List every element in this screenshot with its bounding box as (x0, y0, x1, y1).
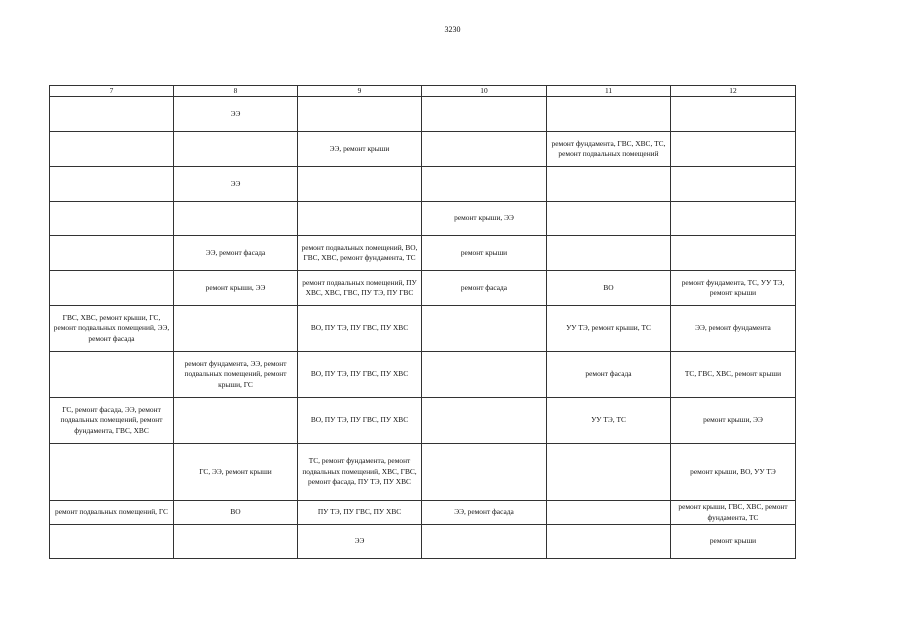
table-row (50, 398, 796, 444)
table-cell (547, 236, 671, 271)
table-cell: ЭЭ, ремонт фасада (422, 501, 547, 525)
table-cell (671, 202, 796, 236)
table-cell: ремонт фундамента, ЭЭ, ремонт подвальных помещений, ремонт крыши, ГС (174, 352, 298, 398)
header-cell: 8 (174, 86, 298, 97)
table-cell (547, 444, 671, 501)
table-row (50, 444, 796, 501)
table-cell: ЭЭ, ремонт фундамента (671, 306, 796, 352)
table-cell (174, 525, 298, 559)
header-cell: 9 (298, 86, 422, 97)
table-cell (671, 236, 796, 271)
table-cell: ВО, ПУ ТЭ, ПУ ГВС, ПУ ХВС (298, 398, 422, 444)
table-cell (422, 306, 547, 352)
table-cell: ВО (547, 271, 671, 306)
table-cell (50, 271, 174, 306)
table-cell: ГВС, ХВС, ремонт крыши, ГС, ремонт подвальных помещений, ЭЭ, ремонт фасада (50, 306, 174, 352)
table-cell: ГС, ЭЭ, ремонт крыши (174, 444, 298, 501)
table-cell: ГС, ремонт фасада, ЭЭ, ремонт подвальных помещений, ремонт фундамента, ГВС, ХВС (50, 398, 174, 444)
header-cell: 10 (422, 86, 547, 97)
table-cell: УУ ТЭ, ТС (547, 398, 671, 444)
table-cell: ремонт крыши, ЭЭ (174, 271, 298, 306)
table-cell (422, 444, 547, 501)
table-cell (50, 202, 174, 236)
table-cell: ремонт крыши, ЭЭ (422, 202, 547, 236)
page-number: 3230 (444, 25, 461, 34)
table-cell: ремонт крыши (422, 236, 547, 271)
table-cell: УУ ТЭ, ремонт крыши, ТС (547, 306, 671, 352)
table-row (50, 352, 796, 398)
table-cell (547, 202, 671, 236)
table-cell (50, 97, 174, 132)
table-cell: ЭЭ (298, 525, 422, 559)
table-cell: ремонт крыши, ЭЭ (671, 398, 796, 444)
table-cell: ремонт фасада (422, 271, 547, 306)
table-cell (298, 202, 422, 236)
table-cell: ремонт фасада (547, 352, 671, 398)
table-cell (50, 525, 174, 559)
table-cell: ЭЭ, ремонт крыши (298, 132, 422, 167)
table-cell: ВО, ПУ ТЭ, ПУ ГВС, ПУ ХВС (298, 306, 422, 352)
table-row (50, 236, 796, 271)
table-cell (547, 525, 671, 559)
table-row (50, 501, 796, 525)
table-cell (671, 132, 796, 167)
table-cell (50, 167, 174, 202)
table-cell (298, 167, 422, 202)
table-cell (422, 97, 547, 132)
table-row (50, 132, 796, 167)
table-cell: ЭЭ, ремонт фасада (174, 236, 298, 271)
table-row (50, 97, 796, 132)
table-cell (547, 167, 671, 202)
table-cell: ЭЭ (174, 97, 298, 132)
table-body (50, 97, 796, 559)
table-cell (422, 525, 547, 559)
table-cell (671, 167, 796, 202)
table-cell (422, 167, 547, 202)
table-cell: ВО, ПУ ТЭ, ПУ ГВС, ПУ ХВС (298, 352, 422, 398)
table-cell (671, 97, 796, 132)
table-cell: ремонт крыши (671, 525, 796, 559)
header-cell: 12 (671, 86, 796, 97)
table-row (50, 525, 796, 559)
table-row (50, 202, 796, 236)
table-cell: ремонт подвальных помещений, ГС (50, 501, 174, 525)
header-cell: 11 (547, 86, 671, 97)
table-cell (174, 132, 298, 167)
table-header (50, 86, 796, 97)
table-cell: ремонт фундамента, ТС, УУ ТЭ, ремонт крыши (671, 271, 796, 306)
table-row (50, 271, 796, 306)
table-cell: ремонт крыши, ГВС, ХВС, ремонт фундамента, ТС (671, 501, 796, 525)
table-cell: ремонт крыши, ВО, УУ ТЭ (671, 444, 796, 501)
table-cell: ремонт фундамента, ГВС, ХВС, ТС, ремонт подвальных помещений (547, 132, 671, 167)
table-cell (174, 398, 298, 444)
table-cell: ПУ ТЭ, ПУ ГВС, ПУ ХВС (298, 501, 422, 525)
table-cell (422, 352, 547, 398)
table-row (50, 167, 796, 202)
table-cell (174, 306, 298, 352)
works-table (49, 85, 796, 559)
table-cell: ЭЭ (174, 167, 298, 202)
table-cell (547, 501, 671, 525)
header-row (50, 86, 796, 97)
table-cell (50, 352, 174, 398)
table-cell: ТС, ГВС, ХВС, ремонт крыши (671, 352, 796, 398)
table-row (50, 306, 796, 352)
table-cell: ТС, ремонт фундамента, ремонт подвальных помещений, ХВС, ГВС, ремонт фасада, ПУ ТЭ, ПУ ХВС (298, 444, 422, 501)
table-cell (298, 97, 422, 132)
table-cell (50, 132, 174, 167)
table-cell: ремонт подвальных помещений, ВО, ГВС, ХВС, ремонт фундамента, ТС (298, 236, 422, 271)
table-cell (174, 202, 298, 236)
table-cell: ВО (174, 501, 298, 525)
table-cell (422, 398, 547, 444)
table-cell: ремонт подвальных помещений, ПУ ХВС, ХВС, ГВС, ПУ ТЭ, ПУ ГВС (298, 271, 422, 306)
header-cell: 7 (50, 86, 174, 97)
table-cell (547, 97, 671, 132)
table-cell (50, 236, 174, 271)
table-cell (422, 132, 547, 167)
table-cell (50, 444, 174, 501)
